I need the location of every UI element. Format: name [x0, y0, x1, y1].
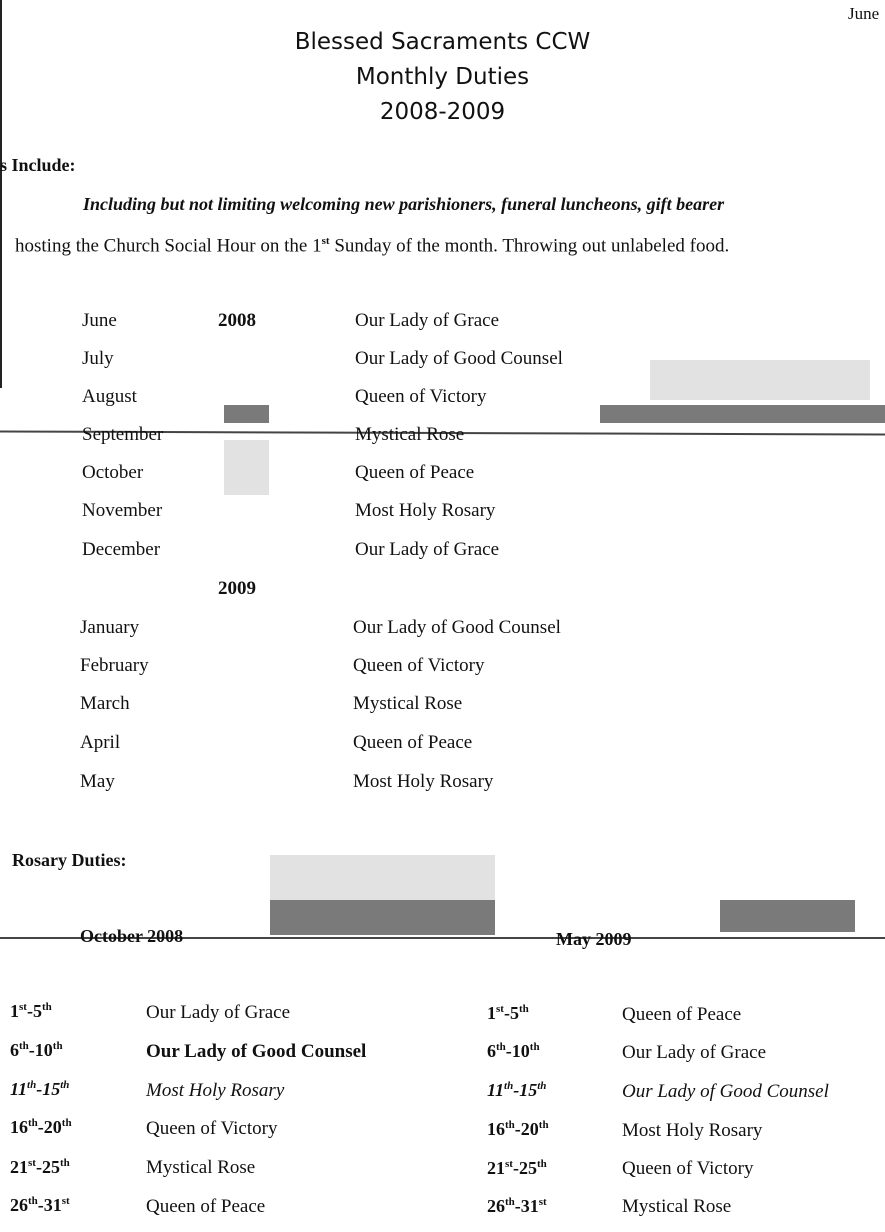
rosary-group: Queen of Victory — [622, 1158, 754, 1179]
schedule-group: Queen of Victory — [353, 655, 485, 676]
date-range: 21st-25th — [487, 1158, 547, 1178]
redaction-mark-top-left — [224, 405, 269, 423]
redaction-mark-bottom-left — [270, 900, 495, 935]
scan-edge-line — [0, 0, 2, 388]
corner-month-label: June — [848, 4, 880, 23]
duties-heading: s Include: — [0, 155, 76, 175]
duties-description-line2: hosting the Church Social Hour on the 1st Sunday of the month. Throwing out unlabeled food. — [15, 235, 730, 257]
page-subtitle: Monthly Duties — [355, 64, 530, 90]
schedule-month: April — [80, 732, 121, 753]
schedule-group: Mystical Rose — [353, 693, 463, 714]
rosary-group: Mystical Rose — [622, 1196, 732, 1217]
date-range: 16th-20th — [10, 1117, 72, 1137]
rosary-group: Most Holy Rosary — [146, 1080, 285, 1101]
schedule-group: Mystical Rose — [355, 424, 465, 445]
schedule-month: June — [82, 310, 117, 331]
schedule-group: Our Lady of Grace — [355, 310, 500, 331]
rosary-group: Our Lady of Good Counsel — [146, 1041, 367, 1062]
redaction-mark-top-right — [600, 405, 885, 423]
page-title: Blessed Sacraments CCW — [294, 29, 591, 55]
rosary-group: Queen of Peace — [622, 1004, 742, 1025]
schedule-group: Most Holy Rosary — [353, 771, 494, 792]
rosary-group: Queen of Victory — [146, 1118, 278, 1139]
schedule-group: Our Lady of Good Counsel — [355, 348, 563, 369]
page-year-range: 2008-2009 — [379, 99, 506, 125]
schedule-month: May — [80, 771, 115, 792]
scan-smudge — [270, 855, 495, 900]
rosary-group: Our Lady of Grace — [622, 1042, 767, 1063]
redaction-mark-bottom-right — [720, 900, 855, 932]
date-range: 21st-25th — [10, 1157, 70, 1177]
date-range: 26th-31st — [10, 1195, 70, 1215]
date-range: 1st-5th — [10, 1001, 52, 1021]
rosary-group: Mystical Rose — [146, 1157, 256, 1178]
date-range: 11th-15th — [10, 1079, 70, 1099]
rosary-heading: Rosary Duties: — [12, 850, 127, 870]
schedule-month: January — [80, 617, 140, 638]
schedule-month: August — [82, 386, 137, 407]
schedule-month: November — [82, 500, 163, 521]
schedule-month: July — [82, 348, 114, 369]
rosary-group: Most Holy Rosary — [622, 1120, 763, 1141]
schedule-group: Our Lady of Good Counsel — [353, 617, 561, 638]
schedule-month: September — [82, 424, 164, 445]
scan-smudge — [224, 440, 269, 495]
date-range: 11th-15th — [487, 1080, 547, 1100]
rosary-group: Queen of Peace — [146, 1196, 266, 1217]
date-range: 16th-20th — [487, 1119, 549, 1139]
schedule-month: March — [80, 693, 130, 714]
schedule-group: Our Lady of Grace — [355, 539, 500, 560]
schedule-month: October — [82, 462, 144, 483]
schedule-month: February — [80, 655, 149, 676]
year-label-2009: 2009 — [218, 578, 256, 599]
duties-description-line1: Including but not limiting welcoming new parishioners, funeral luncheons, gift bearer — [83, 194, 725, 214]
schedule-group: Queen of Victory — [355, 386, 487, 407]
may-2009-heading: May 2009 — [556, 929, 632, 949]
schedule-group: Queen of Peace — [353, 732, 473, 753]
year-label-2008: 2008 — [218, 310, 256, 331]
schedule-group: Queen of Peace — [355, 462, 475, 483]
scan-smudge — [650, 360, 870, 400]
date-range: 1st-5th — [487, 1003, 529, 1023]
date-range: 6th-10th — [487, 1041, 540, 1061]
date-range: 26th-31st — [487, 1196, 547, 1216]
date-range: 6th-10th — [10, 1040, 63, 1060]
schedule-month: December — [82, 539, 161, 560]
schedule-group: Most Holy Rosary — [355, 500, 496, 521]
october-2008-heading: October 2008 — [80, 926, 184, 946]
rosary-group: Our Lady of Grace — [146, 1002, 291, 1023]
rosary-group: Our Lady of Good Counsel — [622, 1081, 829, 1102]
